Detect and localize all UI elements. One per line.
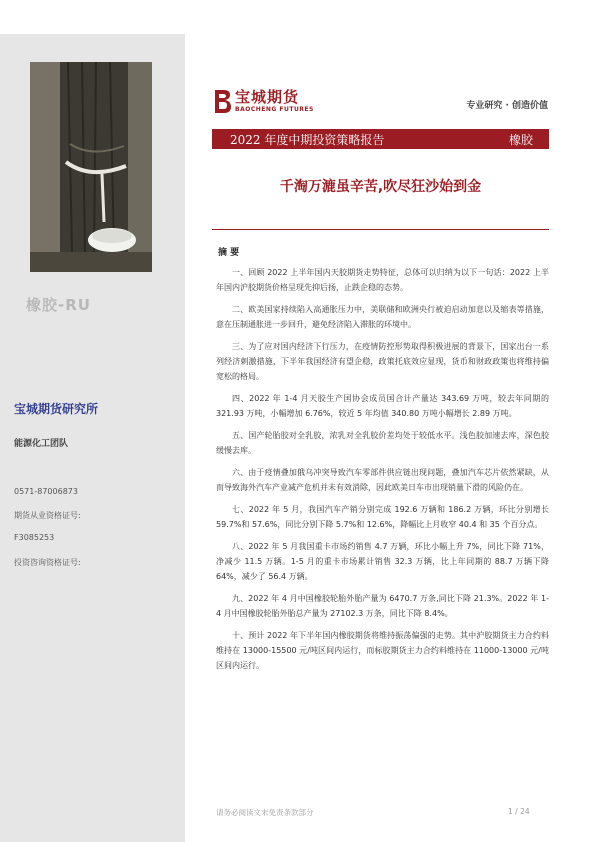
advisory-cert-label: 投资咨询资格证号: xyxy=(14,558,81,567)
abstract-paragraph: 十、预计 2022 年下半年国内橡胶期货将维持振荡偏强的走势。其中沪胶期货主力合约料维持在 13000-15500 元/吨区间内运行，而标胶期货主力合约料维持在 11000-13000 元/吨区间内运行。 xyxy=(216,631,549,670)
logo-chinese-name: 宝城期货 xyxy=(235,88,300,106)
team-name: 能源化工团队 xyxy=(14,439,69,449)
abstract-body xyxy=(216,265,549,680)
abstract-paragraph: 三、为了应对国内经济下行压力，在疫情防控形势取得积极进展的背景下，国家出台一系列经济刺激措施，下半年我国经济有望企稳，政策托底效应显现，货币和财政政策也将维持偏宽松的格局。 xyxy=(216,342,549,381)
report-title: 2022 年度中期投资策略报告 xyxy=(230,133,385,147)
abstract-paragraph: 九、2022 年 4 月中国橡胶轮胎外胎产量为 6470.7 万条,同比下降 21.3%。2022 年 1-4 月中国橡胶轮胎外胎总产量为 27102.3 万条，同比下降 8.4%。 xyxy=(216,594,549,618)
abstract-paragraph: 五、国产轮胎胶对全乳胶，浓乳对全乳胶价差均处于较低水平。浅色胶加速去库，深色胶缓慢去库。 xyxy=(216,431,549,455)
abstract-heading: 摘 要 xyxy=(218,248,240,258)
abstract-paragraph: 二、欧美国家持续陷入高通胀压力中，美联储和欧洲央行被迫启动加息以及缩表等措施，意在压制通胀进一步回升，避免经济陷入滞胀的环境中。 xyxy=(216,305,549,329)
phone-number: 0571-87006873 xyxy=(14,487,78,496)
product-label: 橡胶-RU xyxy=(26,296,91,314)
futures-cert-number: F3085253 xyxy=(14,533,55,542)
section-divider xyxy=(212,229,549,230)
sidebar-top-band xyxy=(0,0,185,34)
company-slogan: 专业研究 · 创造价值 xyxy=(466,101,548,111)
disclaimer-note: 请务必阅读文末免责条款部分 xyxy=(216,808,314,817)
abstract-paragraph: 六、由于疫情叠加俄乌冲突导致汽车零部件供应链出现问题，叠加汽车芯片依然紧缺，从而导致海外汽车产业减产危机并未有效消除，因此欧美日车市出现销量下滑的风险仍在。 xyxy=(216,468,549,492)
futures-cert-label: 期货从业资格证号: xyxy=(14,511,81,520)
page-number: 1 / 24 xyxy=(508,807,530,816)
abstract-paragraph: 七、2022 年 5 月，我国汽车产销分别完成 192.6 万辆和 186.2 万辆，环比分别增长 59.7%和 57.6%，同比分别下降 5.7%和 12.6%，降幅比上月收窄 40.4 和 35 个百分点。 xyxy=(216,505,549,529)
report-title-bar xyxy=(212,129,549,149)
sidebar xyxy=(0,0,185,842)
report-headline: 千淘万漉虽辛苦,吹尽狂沙始到金 xyxy=(279,179,482,195)
abstract-paragraph: 八、2022 年 5 月我国重卡市场约销售 4.7 万辆，环比小幅上升 7%，同比下降 71%，净减少 11.5 万辆。1-5 月的重卡市场累计销售 32.3 万辆，比上年同期的 88.7 万辆下降 64%，减少了 56.4 万辆。 xyxy=(216,542,549,581)
abstract-paragraph: 一、回顾 2022 上半年国内天胶期货走势特征，总体可以归纳为以下一句话：2022 上半年国内沪胶期货价格呈现先抑后扬，止跌企稳的态势。 xyxy=(216,268,549,292)
company-logo xyxy=(212,88,314,114)
abstract-paragraph: 四、2022 年 1-4 月天胶生产国协会成员国合计产量达 343.69 万吨，较去年同期的 321.93 万吨，小幅增加 6.76%，较近 5 年均值 340.80 万吨小幅增长 2.89 万吨。 xyxy=(216,394,549,418)
logo-english-name: BAOCHENG FUTURES xyxy=(235,106,314,113)
rubber-tree-photo xyxy=(30,62,152,272)
report-category: 橡胶 xyxy=(508,133,533,147)
institute-name: 宝城期货研究所 xyxy=(14,402,99,416)
logo-mark-icon xyxy=(212,88,232,114)
